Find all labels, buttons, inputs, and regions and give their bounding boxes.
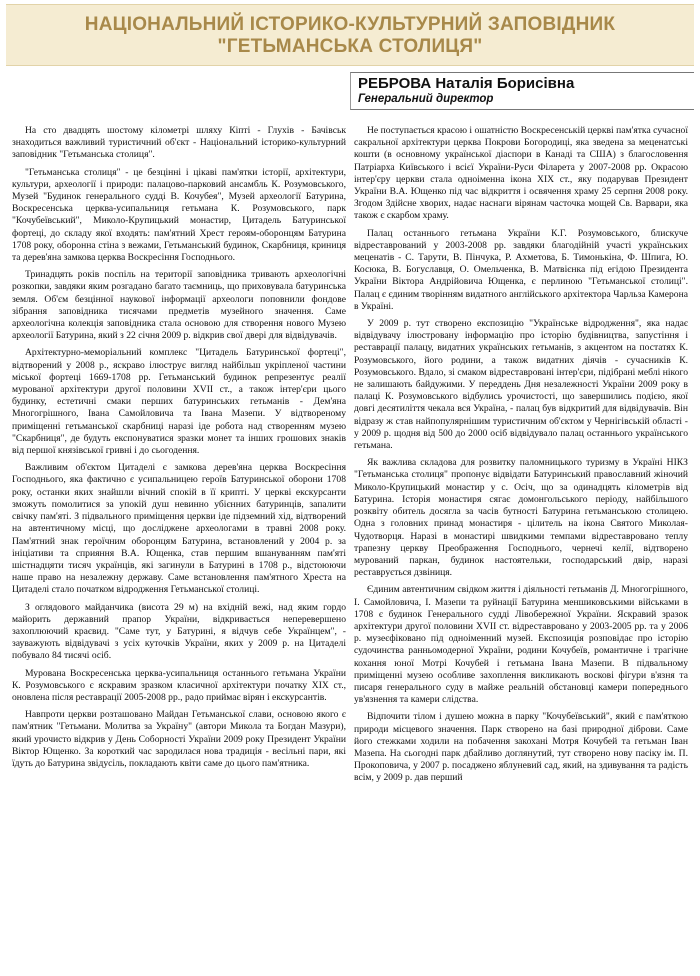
- paragraph: Тринадцять років поспіль на території заповідника тривають археологічні розкопки, завдяки яким розгадано багато таємниць, що приховувала батуринська земля. Об'єм безцінної наукової інформації археологи поповнили фондове зібрання заповідника тисячами предметів музейного значення. Саме археологічна колекція заповідника стала основою для створення нового Музею археології Батурина, який з 22 січня 2009 р. відкрив свої двері для відвідувачів.: [12, 269, 346, 342]
- paragraph: Мурована Воскресенська церква-усипальниця останнього гетьмана України К. Розумовського є яскравим зразком класичної архітектури початку XIX ст., оновлена після реставрації 2005-2008 рр., радо приймає вірян і екскурсантів.: [12, 667, 346, 703]
- paragraph: У 2009 р. тут створено експозицію "Українське відродження", яка надає відвідувачу ілюстровану інформацію про історію будівництва, запустіння і реставрації палацу, видатних українських гетьманів, з акцентом на постатях К. Розумовського, його родини, а також видатних діячів - сучасників К. Розумовського. Вдало, зі смаком відреставровані інтер'єри, підібрані меблі нікого не залишають байдужими. У переддень Дня незалежності України 2009 року в палаці К. Розумовського відбулись урочистості, що завершились подією, якої довгі десятиліття чекала вся Україна, - палац був відкритий для відвідувачів. Він відразу ж став найпопулярнішим туристичним об'єктом у Чернігівській області - у 2009 р. щодня від 500 до 2000 осіб відвідувало палац останнього українського гетьмана.: [354, 318, 688, 452]
- paragraph: На сто двадцять шостому кілометрі шляху Кіпті - Глухів - Бачівськ знаходиться важливий туристичний об'єкт - Національний історико-культурний заповідник "Гетьманська столиця".: [12, 125, 346, 161]
- author-name: РЕБРОВА Наталія Борисівна: [358, 75, 575, 92]
- title-line-1: НАЦІОНАЛЬНИЙ ІСТОРИКО-КУЛЬТУРНИЙ ЗАПОВІДНИК: [84, 14, 616, 35]
- title-line-2: "ГЕТЬМАНСЬКА СТОЛИЦЯ": [217, 36, 483, 57]
- paragraph: Палац останнього гетьмана України К.Г. Розумовського, блискуче відреставрований у 2003-2008 рр. завдяки благодійній участі українських меценатів - С. Тарути, В. Пінчука, Р. Ахметова, Б. Тимонькіна, Ф. Шпига, Ю. Косюка, В. Богуславця, О. Омельченка, В. Матвієнка під егідою Президента України Віктора Андрійовича Ющенка, є перлиною "Гетьманської столиці". Палац є єдиним творінням видатного англійського архітектора Чарльза Камерона в Україні.: [354, 227, 688, 312]
- header-band: [6, 4, 694, 66]
- paragraph: "Гетьманська столиця" - це безцінні і цікаві пам'ятки історії, архітектури, культури, археології і природи: палацово-парковий ансамбль К. Розумовського, Музей "Будинок генерального судді В. Кочубея", Музей археології Батурина, Воскресенська церква-усипальниця гетьмана К. Розумовського, парк "Кочубеївський", Миколо-Крупицький монастир, Цитадель Батуринської фортеці, до складу якої входять: пам'ятний Хрест героям-оборонцям Батурина 1708 року, оборонна стіна з вежами, Гетьманський будинок, Скарбниця, криниця та дерев'яна замкова церква Воскресіння Господнього.: [12, 166, 346, 264]
- article-column-right: [354, 125, 688, 973]
- paragraph: З оглядового майданчика (висота 29 м) на вхідній вежі, над яким гордо майорить державний прапор України, відкривається неперевершено захоплюючий краєвид. "Саме тут, у Батурині, я відчув себе Українцем", - зауважують відвідувачі з усіх куточків України, яких у 2009 р. на Цитаделі побувало 84 тисячі осіб.: [12, 601, 346, 662]
- article-column-left: [12, 125, 346, 973]
- author-role: Генеральний директор: [358, 93, 494, 105]
- paragraph: Архітектурно-меморіальний комплекс "Цитадель Батуринської фортеці", відтворений у 2008 р., яскраво ілюструє вигляд найбільш укріпленої частини міської фортеці 1669-1708 рр. Гетьманський будинок репрезентує реалії мурованої архітектури другої половини XVII ст., а також інтер'єри цього будинку, естетичні смаки перших батуринських гетьманів - Дем'яна Многогрішного, Івана Самойловича та Івана Мазепи. У відтвореному приміщенні гетьманської скарбниці наразі іде робота над створенням музею "Скарбниця", де будуть експонуватися зразки монет та інших грошових знаків від першої князівської гривні і до сьогодення.: [12, 347, 346, 457]
- paragraph: Єдиним автентичним свідком життя і діяльності гетьманів Д. Многогрішного, І. Самойловича, І. Мазепи та руйнації Батурина меншиковськими військами в 1708 є будинок Генерального судді Лівобережної України. Яскравий зразок архітектури другої половини XVII ст. відреставровано у 2003-2005 рр. та у 2006 р. музеєфіковано під одноіменний музей. Експозиція розповідає про історію судочинства ранньомодерної України, родини Кочубеїв, романтичне і трагічне кохання юної Мотрі Кочубей і гетьмана Івана Мазепи. В підвальному приміщенні музею особливе захоплення викликають воскові фігури в'язня та писаря генерального суду в майже реальній обстановці камери попереднього ув'язнення та камери слідства.: [354, 584, 688, 706]
- paragraph: Як важлива складова для розвитку паломницького туризму в Україні НІКЗ "Гетьманська столиця" пропонує відвідати Батуринський православний жіночий Миколо-Крупицький монастир у с. Осіч, що за одинадцять кілометрів від Батурина. Історія монастиря сягає домонгольського періоду, найбільшого розквіту обитель досягла за часів бутності Батурина гетьманською столицею. Одна з головних принад монастиря - цілитель на ікона Святого Миколая-Чудотворця. Наразі в монастирі швидкими темпами відреставровано теплу трапезну церкву Преображення Господнього, чернечі келії, відтворено мурований паркан, будинок настоятельки, господарський двір, наразі реставрується дзвіниця.: [354, 457, 688, 579]
- paragraph: Важливим об'єктом Цитаделі є замкова дерев'яна церква Воскресіння Господнього, яка фактично є усипальницею героїв Батуринської оборони 1708 року, останки яких знайшли вічний спокій в її крипті. У церкві екскурсанти зможуть помолитися за упокій душ невинно убієнних батуринців, запалити свічку пам'яті. З підвального приміщення церкви іде підземний хід, відтворений на автентичному місці, що досліджене археологами в травні 2008 року. Пам'ятний знак героїчним оборонцям Батурина, встановлений у 2004 р. за ініціативи та сприяння В.А. Ющенка, став першим вшануванням пам'яті шістнадцяти тисяч українців, які загинули в Батурині в 1708 р., відстоюючи наше право на незалежну державу. Саме встановлення пам'ятного Хреста на Цитаделі стало початком відродження Гетьманської столиці.: [12, 462, 346, 596]
- paragraph: Не поступається красою і ошатністю Воскресенській церкві пам'ятка сучасної сакральної архітектури церква Покрови Богородиці, яка зведена за меценатські кошти (в основному української діаспори в Канаді та США) з благословення Патріарха Київського і всієї України-Руси Філарета у 2007-2008 рр. Окрасою інтер'єру церкви стала одноіменна ікона XIX ст., яку подарував Президент України В.А. Ющенко під час відкриття і освячення храму 25 серпня 2008 року. Згодом Здійсне хворих, надає наснаги вірянам часточка мощей Св. Варвари, яка також є скарбом храму.: [354, 125, 688, 222]
- author-box: [350, 72, 694, 110]
- paragraph: Навпроти церкви розташовано Майдан Гетьманської слави, основою якого є пам'ятник "Гетьмани. Молитва за Україну" (автори Микола та Богдан Мазури), який урочисто відкрив у День Соборності України 2009 року Президент України Віктор Ющенко. За короткий час зародилася нова традиція - весільні пари, які їдуть до Батурина звідусіль, покладають квіти саме до цього пам'ятника.: [12, 709, 346, 769]
- page-title: [6, 14, 694, 58]
- paragraph: Відпочити тілом і душею можна в парку "Кочубеївський", який є пам'яткою природи місцевого значення. Парк створено на базі природної діброви. Саме його стежками ходили на побачення закохані Мотря Кочубей та гетьман Іван Мазепа. На сьогодні парк дбайливо доглянутий, тут створено нову пасіку ім. П. Прокоповича, у 2007 р. посаджено яблуневий сад, який, на здивування та радість всім, у 2009 р. дав перший: [354, 711, 688, 784]
